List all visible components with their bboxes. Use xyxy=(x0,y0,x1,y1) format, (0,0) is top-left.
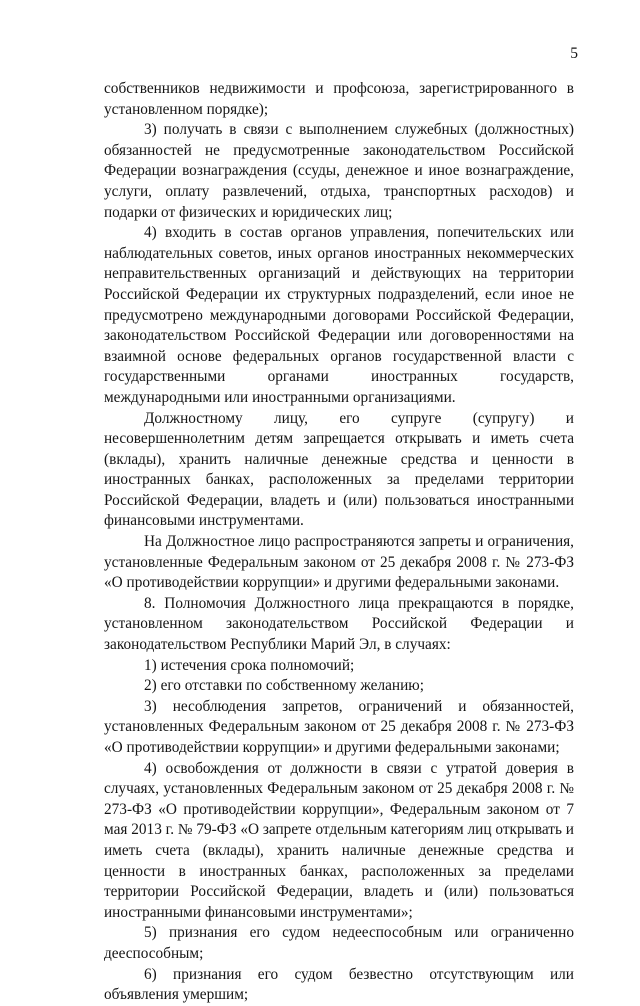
paragraph-continuation: собственников недвижимости и профсоюза, зарегистрированного в установленном порядке); xyxy=(104,80,574,118)
page-number: 5 xyxy=(570,45,578,62)
paragraph-foreign-accounts-ban: Должностному лицу, его супруге (супругу) и несовершеннолетним детям запрещается открывать и иметь счета (вклады), хранить наличные денежные средства и ценности в иностранных банках, расположенных за пределами территории Российской Федерации, владеть и (или) пользоваться иностранными финансовыми инструментами. xyxy=(104,409,574,530)
list-item-2: 2) его отставки по собственному желанию; xyxy=(144,677,424,695)
paragraph-section-8: 8. Полномочия Должностного лица прекращаются в порядке, установленном законодательством Российской Федерации и законодательством Республики Марий Эл, в случаях: xyxy=(104,594,574,654)
paragraph-item-3: 3) получать в связи с выполнением служебных (должностных) обязанностей не предусмотренные законодательством Российской Федерации вознаграждения (ссуды, денежное и иное вознаграждение, услуги, оплату развлечений, отдыха, транспортных расходов) и подарки от физических и юридических лиц; xyxy=(104,121,574,221)
paragraph-restrictions: На Должностное лицо распространяются запреты и ограничения, установленные Федеральным законом от 25 декабря 2008 г. № 273-ФЗ «О противодействии коррупции» и другими федеральными законами. xyxy=(104,533,574,592)
list-item-6: 6) признания его судом безвестно отсутствующим или объявления умершим; xyxy=(104,965,574,1004)
list-item-3: 3) несоблюдения запретов, ограничений и обязанностей, установленных Федеральным законом от 25 декабря 2008 г. № 273-ФЗ «О противодействии коррупции» и другими федеральными законами; xyxy=(104,697,574,756)
paragraph-item-4: 4) входить в состав органов управления, попечительских или наблюдательных советов, иных органов иностранных некоммерческих неправительственных организаций и действующих на территории Российской Федерации их структурных подразделений, если иное не предусмотрено международными договорами Российской Федерации, законодательством Российской Федерации или договоренностями на взаимной основе федеральных органов государственной власти с государственными органами иностранных государств, международными или иностранными организациями. xyxy=(104,224,574,406)
list-item-1: 1) истечения срока полномочий; xyxy=(144,656,355,674)
document-body xyxy=(104,79,574,1006)
list-item-4: 4) освобождения от должности в связи с утратой доверия в случаях, установленных Федеральным законом от 25 декабря 2008 г. № 273-ФЗ «О противодействии коррупции», Федеральным законом от 7 мая 2013 г. № 79-ФЗ «О запрете отдельным категориям лиц открывать и иметь счета (вклады), хранить наличные денежные средства и ценности в иностранных банках, расположенных за пределами территории Российской Федерации, владеть и (или) пользоваться иностранными финансовыми инструментами»; xyxy=(104,759,574,921)
list-item-5: 5) признания его судом недееспособным или ограниченно дееспособным; xyxy=(104,924,574,962)
